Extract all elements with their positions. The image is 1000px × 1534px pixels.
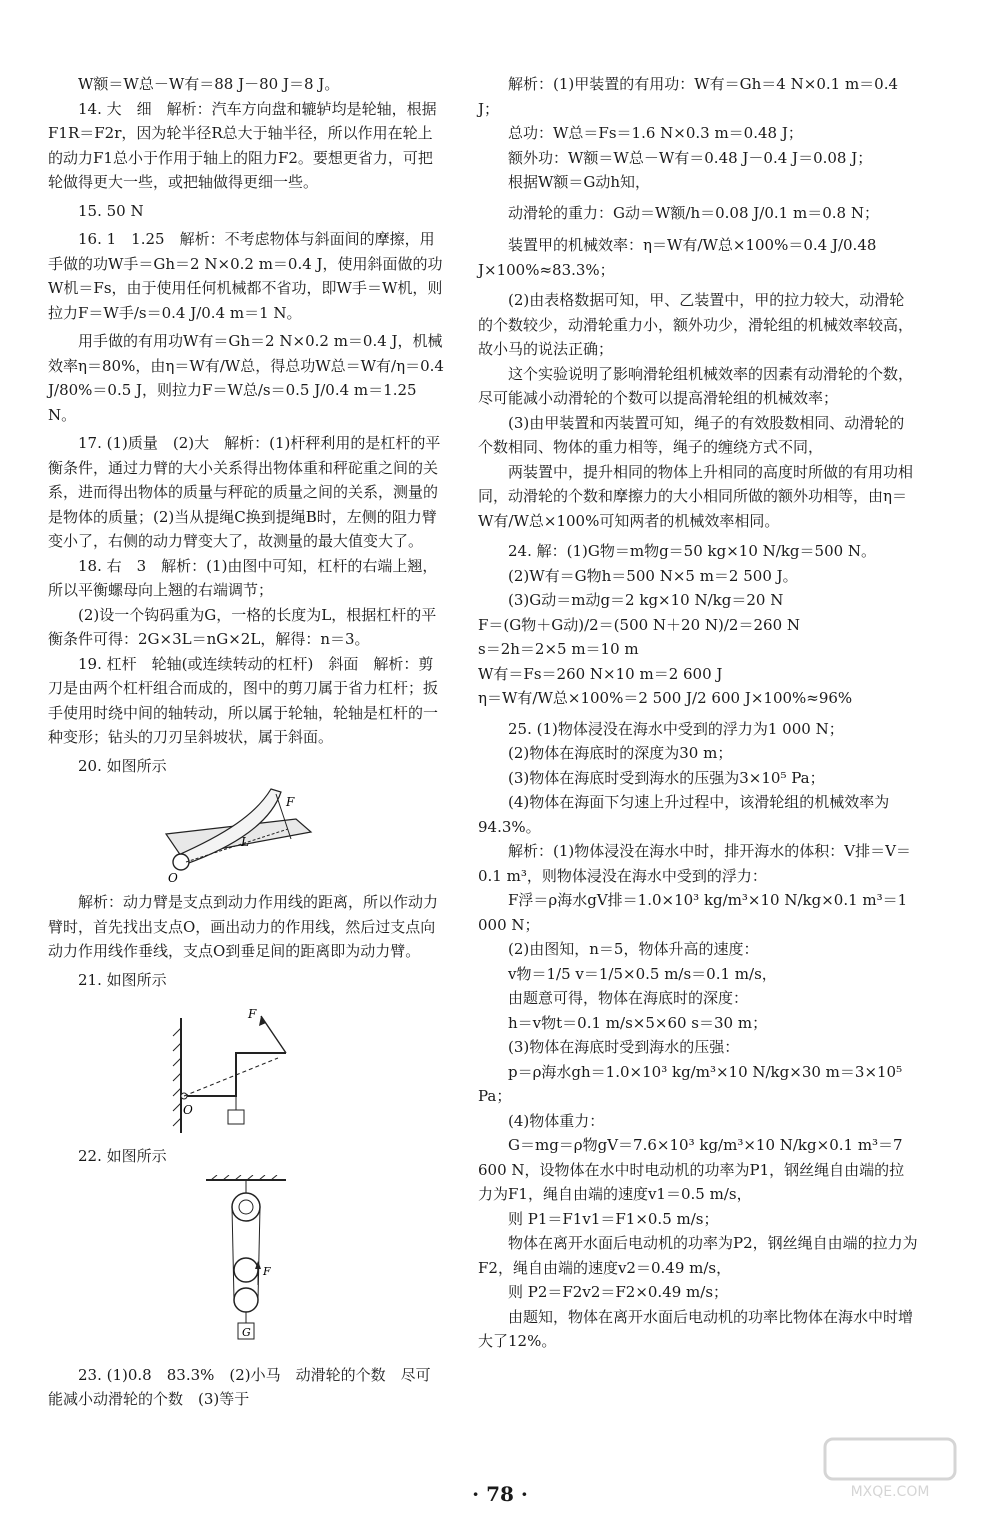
page-number: · 78 · [472,1482,528,1506]
analysis-23-part3: (3)由甲装置和丙装置可知，绳子的有效股数相同、动滑轮的个数相同、物体的重力相等，绳子的缠绕方式不同， [478,413,905,456]
answer-24-efficiency: η＝W有/W总×100%＝2 500 J/2 600 J×100%≈96% [478,689,853,707]
pulley-diagram-22 [201,1175,291,1355]
analysis-25-part1: 解析：(1)物体浸没在海水中时，排开海水的体积：V排＝V＝0.1 m³，则物体浸没在海水中受到的浮力： [478,842,911,885]
extra-work-relation: 根据W额＝G动h知， [508,173,651,191]
buoyancy-formula: F浮＝ρ海水gV排＝1.0×10³ kg/m³×10 N/kg×0.1 m³＝1 000 N； [478,891,908,934]
pulley-weight: 动滑轮的重力：G动＝W额/h＝0.08 J/0.1 m＝0.8 N； [508,203,879,222]
lever-diagram-21 [166,998,326,1138]
answer-24-force: F＝(G物＋G动)/2＝(500 N＋20 N)/2＝260 N [478,615,801,634]
analysis-25-part4: (4)物体重力： [508,1111,605,1130]
power-2: 则 P2＝F2v2＝F2×0.49 m/s； [508,1283,729,1301]
answer-18-part2: (2)设一个钩码重为G，一格的长度为L，根据杠杆的平衡条件可得：2G×3L＝nG×2L，解得：n＝3。 [48,605,437,648]
gravity-formula: G＝mg＝ρ物gV＝7.6×10³ kg/m³×10 N/kg×0.1 m³＝7 600 N，设物体在水中时电动机的功率为P1，钢丝绳自由端的拉力为F1，绳自由端的速度v1＝0.5 m/s， [478,1136,905,1203]
answer-24: 24. 解：(1)G物＝m物g＝50 kg×10 N/kg＝500 N。 [508,542,877,560]
answer-24-useful-work: (2)W有＝G物h＝500 N×5 m＝2 500 J。 [508,566,798,585]
depth-intro: 由题意可得，物体在海底时的深度： [508,989,749,1007]
svg-text:F: F [248,1007,257,1021]
efficiency-a: 装置甲的机械效率：η＝W有/W总×100%＝0.4 J/0.48 J×100%≈83.3%； [478,236,877,279]
answer-24-total-work: W有＝Fs＝260 N×10 m＝2 600 J [478,664,723,683]
answer-14: 14. 大 细 解析：汽车方向盘和辘轳均是轮轴，根据F1R＝F2r，因为轮半径R总大于轴半径，所以作用在轮上的动力F1总小于作用于轴上的阻力F2。要想更省力，可把轮做得更大一些，或把轴做得更细一些。 [48,99,437,191]
svg-text:G: G [242,1325,251,1339]
power-1: 则 P1＝F1v1＝F1×0.5 m/s； [508,1209,719,1228]
lever-diagram-20 [146,784,346,884]
power-increase: 由题知，物体在离开水面后电动机的功率比物体在海水中时增大了12%。 [478,1307,914,1350]
extra-work: 额外功：W额＝W总－W有＝0.48 J－0.4 J＝0.08 J； [508,148,873,167]
answer-19: 19. 杠杆 轮轴(或连续转动的杠杆) 斜面 解析：剪刀是由两个杠杆组合而成的，图中的剪刀属于省力杠杆；扳手使用时绕中间的轴转动，所以属于轮轴，轮轴是杠杆的一种变形；钻头的刀刃呈斜坡状，属于斜面。 [48,654,439,746]
answer-21: 21. 如图所示 [78,970,167,989]
answer-23: 23. (1)0.8 83.3% (2)小马 动滑轮的个数 尽可能减小动滑轮的个数 (3)等于 [48,1365,431,1408]
svg-text:L: L [241,835,249,849]
left-column [48,72,444,1412]
answer-20: 20. 如图所示 [78,756,167,775]
right-column [478,72,918,1354]
answer-22: 22. 如图所示 [78,1147,167,1165]
answer-25-pressure: (3)物体在海底时受到海水的压强为3×10⁵ Pa； [508,768,825,787]
svg-text:F: F [263,1264,271,1278]
analysis-23-conclusion: 这个实验说明了影响滑轮组机械效率的因素有动滑轮的个数，尽可能减小动滑轮的个数可以提高滑轮组的机械效率； [478,364,914,407]
watermark-logo [820,1434,960,1504]
analysis-23-part1: 解析：(1)甲装置的有用功：W有＝Gh＝4 N×0.1 m＝0.4 J； [478,75,899,118]
total-work: 总功：W总＝Fs＝1.6 N×0.3 m＝0.48 J； [508,124,803,142]
answer-17: 17. (1)质量 (2)大 解析：(1)杆秤利用的是杠杆的平衡条件，通过力臂的大小关系得出物体重和秤砣重之间的关系，进而得出物体的质量与秤砣的质量之间的关系，测量的是物体的质量；(2)当从提绳C换到提绳B时，左侧的阻力臂变小了，右侧的动力臂变大了，故测量的最大值变大了。 [48,434,441,550]
analysis-23-part2: (2)由表格数据可知，甲、乙装置中，甲的拉力较大，动滑轮的个数较少，动滑轮重力小，额外功少，滑轮组的机械效率较高，故小马的说法正确； [478,291,914,358]
speed-formula: v物＝1/5 v＝1/5×0.5 m/s＝0.1 m/s， [508,964,777,983]
watermark-text: MXQE.COM [850,1484,930,1500]
power-2-intro: 物体在离开水面后电动机的功率为P2，钢丝绳自由端的拉力为F2，绳自由端的速度v2＝0.49 m/s， [478,1234,918,1277]
svg-text:O: O [168,871,178,884]
analysis-25-part3: (3)物体在海底时受到海水的压强： [508,1038,740,1056]
answer-24-pulley-weight: (3)G动＝m动g＝2 kg×10 N/kg＝20 N [508,591,784,609]
svg-text:F: F [286,795,295,809]
answer-25: 25. (1)物体浸没在海水中受到的浮力为1 000 N； [508,719,844,738]
svg-text:O: O [183,1103,193,1117]
analysis-25-part2: (2)由图知，n＝5，物体升高的速度： [508,940,759,958]
pressure-formula: p＝ρ海水gh＝1.0×10³ kg/m³×10 N/kg×30 m＝3×10⁵ Pa； [478,1062,903,1105]
answer-18: 18. 右 3 解析：(1)由图中可知，杠杆的右端上翘，所以平衡螺母向上翘的右端调节； [48,556,438,599]
answer-25-depth: (2)物体在海底时的深度为30 m； [508,744,733,762]
analysis-23-part3b: 两装置中，提升相同的物体上升相同的高度时所做的有用功相同，动滑轮的个数和摩擦力的大小相同所做的额外功相等，由η＝W有/W总×100%可知两者的机械效率相同。 [478,462,914,530]
analysis-20: 解析：动力臂是支点到动力作用线的距离，所以作动力臂时，首先找出支点O，画出动力的作用线，然后过支点向动力作用线作垂线，支点O到垂足间的距离即为动力臂。 [48,893,439,960]
depth-formula: h＝v物t＝0.1 m/s×5×60 s＝30 m； [508,1013,768,1032]
answer-24-distance: s＝2h＝2×5 m＝10 m [478,640,639,658]
answer-15: 15. 50 N [78,201,144,220]
answer-13-tail: W额＝W总－W有＝88 J－80 J＝8 J。 [78,75,340,93]
answer-16: 16. 1 1.25 解析：不考虑物体与斜面间的摩擦，用手做的功W手＝Gh＝2 N×0.2 m＝0.4 J，使用斜面做的功W机＝Fs，由于使用任何机械都不省功，即W手＝W机，则拉力F＝W手/s＝0.4 J/0.4 m＝1 N。 [48,230,443,322]
answer-25-efficiency: (4)物体在海面下匀速上升过程中，该滑轮组的机械效率为94.3%。 [478,793,890,836]
answer-16-efficiency: 用手做的有用功W有＝Gh＝2 N×0.2 m＝0.4 J，机械效率η＝80%，由η＝W有/W总，得总功W总＝W有/η＝0.4 J/80%＝0.5 J，则拉力F＝W总/s＝0.5 J/0.4 m＝1.25 N。 [48,332,444,424]
